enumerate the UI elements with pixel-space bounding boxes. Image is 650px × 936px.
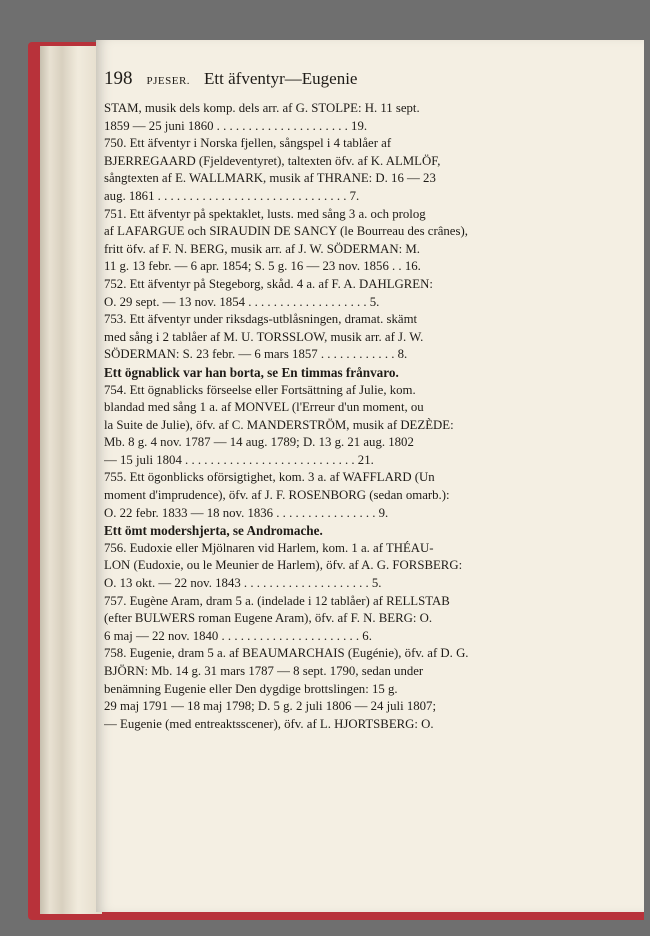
cross-reference: Ett ögnablick var han borta, se En timmas frånvaro. xyxy=(104,364,399,380)
entry-line: 751. Ett äfventyr på spektaklet, lusts. med sång 3 a. och prolog xyxy=(104,206,426,221)
entry-line: — Eugenie (med entreaktsscener), öfv. af L. HJORTSBERG: O. xyxy=(104,716,434,731)
entry-line: fritt öfv. af F. N. BERG, musik arr. af J. W. SÖDERMAN: M. xyxy=(104,241,420,256)
entry-line: LON (Eudoxie, ou le Meunier de Harlem), öfv. af A. G. FORSBERG: xyxy=(104,558,463,573)
entry-line: 753. Ett äfventyr under riksdags-utblåsningen, dramat. skämt xyxy=(104,312,418,327)
entry-line: 29 maj 1791 — 18 maj 1798; D. 5 g. 2 juli 1806 — 24 juli 1807; xyxy=(104,699,437,714)
page-edges xyxy=(40,46,102,914)
running-head xyxy=(104,68,490,90)
entry-line: Mb. 8 g. 4 nov. 1787 — 14 aug. 1789; D. 13 g. 21 aug. 1802 xyxy=(104,435,414,450)
entry-line: O. 22 febr. 1833 — 18 nov. 1836 . . . . . . . . . . . . . . . . 9. xyxy=(104,505,389,520)
entry-line: la Suite de Julie), öfv. af C. MANDERSTRÖM, musik af DEZÈDE: xyxy=(104,417,454,432)
entry-line: STAM, musik dels komp. dels arr. af G. STOLPE: H. 11 sept. xyxy=(104,101,420,115)
entry-line: — 15 juli 1804 . . . . . . . . . . . . . . . . . . . . . . . . . . . 21. xyxy=(104,452,374,467)
entry-line: 11 g. 13 febr. — 6 apr. 1854; S. 5 g. 16 — 23 nov. 1856 . . 16. xyxy=(104,259,421,274)
entry-line: sångtexten af E. WALLMARK, musik af THRANE: D. 16 — 23 xyxy=(104,171,436,186)
entry-line: med sång i 2 tablåer af M. U. TORSSLOW, musik arr. af J. W. xyxy=(104,329,424,344)
entry-line: O. 29 sept. — 13 nov. 1854 . . . . . . . . . . . . . . . . . . . 5. xyxy=(104,294,380,309)
cross-reference: Ett ömt modershjerta, se Andromache. xyxy=(104,523,323,539)
entry-line: af LAFARGUE och SIRAUDIN DE SANCY (le Bourreau des crânes), xyxy=(104,224,468,239)
entry-line: 1859 — 25 juni 1860 . . . . . . . . . . . . . . . . . . . . . 19. xyxy=(104,118,368,133)
entry-line: O. 13 okt. — 22 nov. 1843 . . . . . . . . . . . . . . . . . . . . 5. xyxy=(104,576,382,591)
entry-line: 757. Eugène Aram, dram 5 a. (indelade i 12 tablåer) af RELLSTAB xyxy=(104,593,450,608)
entry-line: benämning Eugenie eller Den dygdige brottslingen: 15 g. xyxy=(104,681,398,696)
page-number: 198 xyxy=(104,68,133,89)
entry-line: 756. Eudoxie eller Mjölnaren vid Harlem, kom. 1 a. af THÉAU- xyxy=(104,540,434,555)
entry-line: 750. Ett äfventyr i Norska fjellen, sångspel i 4 tablåer af xyxy=(104,136,392,151)
entry-line: 758. Eugenie, dram 5 a. af BEAUMARCHAIS (Eugénie), öfv. af D. G. xyxy=(104,646,469,661)
entry-line: 752. Ett äfventyr på Stegeborg, skåd. 4 a. af F. A. DAHLGREN: xyxy=(104,276,433,291)
text-block xyxy=(104,68,490,733)
entry-line: moment d'imprudence), öfv. af J. F. ROSENBORG (sedan omarb.): xyxy=(104,488,450,503)
entry-line: 754. Ett ögnablicks förseelse eller Fortsättning af Julie, kom. xyxy=(104,382,416,397)
entry-line: blandad med sång 1 a. af MONVEL (l'Erreur d'un moment, ou xyxy=(104,400,424,415)
entry-line: 755. Ett ögonblicks oförsigtighet, kom. 3 a. af WAFFLARD (Un xyxy=(104,470,435,485)
entry-line: SÖDERMAN: S. 23 febr. — 6 mars 1857 . . . . . . . . . . . . 8. xyxy=(104,347,408,362)
page-header-title: Ett äfventyr—Eugenie xyxy=(204,69,358,88)
entry-line: 6 maj — 22 nov. 1840 . . . . . . . . . . . . . . . . . . . . . . 6. xyxy=(104,628,372,643)
entry-line: aug. 1861 . . . . . . . . . . . . . . . . . . . . . . . . . . . . . . 7. xyxy=(104,188,360,203)
entry-line: BJERREGAARD (Fjeldeventyret), taltexten öfv. af K. ALMLÖF, xyxy=(104,153,441,168)
entry-line: (efter BULWERS roman Eugene Aram), öfv. af F. N. BERG: O. xyxy=(104,611,433,626)
entry-line: BJÖRN: Mb. 14 g. 31 mars 1787 — 8 sept. 1790, sedan under xyxy=(104,664,424,678)
section-label: PJESER. xyxy=(146,75,191,87)
